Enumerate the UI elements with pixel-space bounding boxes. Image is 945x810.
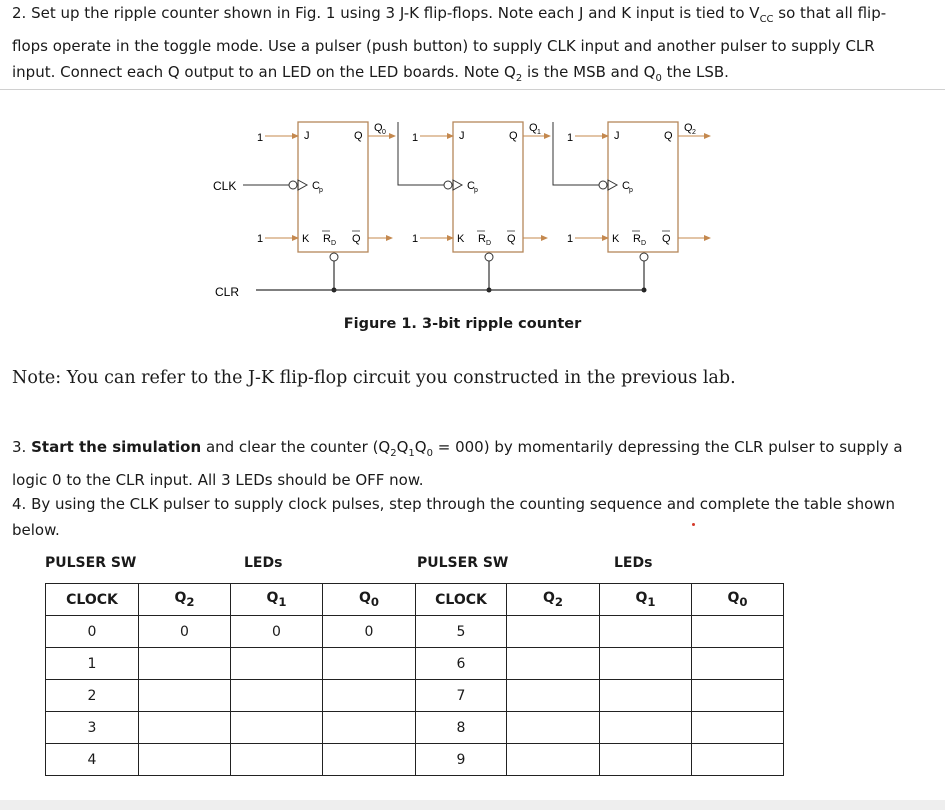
- svg-text:1: 1: [257, 233, 264, 245]
- table-cell: 5: [416, 616, 507, 648]
- table-cell[interactable]: [600, 712, 692, 744]
- q2-label: Q: [684, 122, 693, 134]
- svg-text:C: C: [467, 180, 475, 192]
- q0-label: Q: [374, 122, 383, 134]
- svg-text:K: K: [302, 233, 310, 245]
- header-clock-right: CLOCK: [416, 584, 507, 616]
- table-cell[interactable]: [507, 616, 600, 648]
- header-q2-left: $Q_2$: [139, 584, 231, 616]
- group-label-leds-right: LEDs: [614, 555, 653, 571]
- header-q1-right: $Q_1$: [600, 584, 692, 616]
- svg-text:C: C: [622, 180, 630, 192]
- flip-flop-0: [257, 122, 395, 293]
- svg-text:1: 1: [412, 132, 419, 144]
- table-cell[interactable]: [323, 680, 416, 712]
- table-cell[interactable]: [139, 648, 231, 680]
- svg-text:D: D: [641, 240, 647, 247]
- table-row: [46, 648, 784, 680]
- step-4-instructions: 4. By using the CLK pulser to supply clock pulses, step through the counting sequence and complete the table shown below.: [12, 495, 896, 539]
- table-cell[interactable]: [323, 648, 416, 680]
- svg-text:J: J: [459, 130, 465, 142]
- clr-label: CLR: [215, 285, 240, 299]
- table-cell[interactable]: [600, 648, 692, 680]
- counting-sequence-table: [45, 583, 784, 776]
- page-bottom-edge: [0, 800, 945, 810]
- svg-text:Q: Q: [354, 130, 363, 142]
- svg-text:D: D: [486, 240, 492, 247]
- q1-label: Q: [529, 122, 538, 134]
- table-cell: 3: [46, 712, 139, 744]
- figure-caption: Figure 1. 3-bit ripple counter: [343, 316, 582, 332]
- svg-text:R: R: [478, 233, 486, 245]
- table-cell[interactable]: [323, 744, 416, 776]
- table-cell[interactable]: [692, 616, 784, 648]
- svg-text:1: 1: [412, 233, 419, 245]
- table-cell[interactable]: [692, 712, 784, 744]
- group-label-leds-left: LEDs: [244, 555, 283, 571]
- flip-flop-1: [412, 122, 550, 293]
- table-row: [46, 616, 784, 648]
- svg-text:2: 2: [692, 129, 696, 136]
- table-row: [46, 680, 784, 712]
- table-cell[interactable]: [231, 712, 323, 744]
- table-cell[interactable]: [323, 712, 416, 744]
- table-cell: 8: [416, 712, 507, 744]
- table-cell[interactable]: 0: [231, 616, 323, 648]
- table-cell[interactable]: [139, 744, 231, 776]
- svg-text:Q: Q: [509, 130, 518, 142]
- table-cell[interactable]: [231, 744, 323, 776]
- table-cell: 9: [416, 744, 507, 776]
- flip-flop-2: [567, 122, 710, 293]
- table-cell: 7: [416, 680, 507, 712]
- svg-text:J: J: [614, 130, 620, 142]
- table-cell: 4: [46, 744, 139, 776]
- svg-text:C: C: [312, 180, 320, 192]
- svg-text:J: J: [304, 130, 310, 142]
- header-q0-left: $Q_0$: [323, 584, 416, 616]
- table-cell: 1: [46, 648, 139, 680]
- table-cell[interactable]: [600, 616, 692, 648]
- table-cell[interactable]: [692, 680, 784, 712]
- svg-text:p: p: [319, 187, 323, 194]
- svg-text:R: R: [633, 233, 641, 245]
- group-label-pulser-left: PULSER SW: [45, 555, 137, 571]
- table-cell: 6: [416, 648, 507, 680]
- table-cell[interactable]: [231, 680, 323, 712]
- table-cell[interactable]: [139, 712, 231, 744]
- table-cell[interactable]: [507, 680, 600, 712]
- table-cell: 0: [46, 616, 139, 648]
- header-q1-left: $Q_1$: [231, 584, 323, 616]
- table-cell[interactable]: [507, 648, 600, 680]
- svg-text:Q: Q: [507, 233, 516, 245]
- table-cell: 2: [46, 680, 139, 712]
- stray-mark: [692, 523, 695, 526]
- svg-text:1: 1: [537, 129, 541, 136]
- step-3-instructions: 3. Start the simulation and clear the counter $(Q_2Q_1Q_0 = 000)$ by momentarily depressing the CLR pulser to supply a logic 0 to the CLR input. All 3 LEDs should be OFF now.: [12, 438, 903, 489]
- table-row: [46, 712, 784, 744]
- svg-text:1: 1: [257, 132, 264, 144]
- svg-text:Q: Q: [352, 233, 361, 245]
- svg-text:Q: Q: [662, 233, 671, 245]
- svg-text:Q: Q: [664, 130, 673, 142]
- svg-text:1: 1: [567, 233, 574, 245]
- table-cell[interactable]: [231, 648, 323, 680]
- table-header-row: [46, 584, 784, 616]
- table-cell[interactable]: [692, 648, 784, 680]
- header-q2-right: $Q_2$: [507, 584, 600, 616]
- table-row: [46, 744, 784, 776]
- table-cell[interactable]: 0: [139, 616, 231, 648]
- table-cell[interactable]: [600, 744, 692, 776]
- svg-text:p: p: [474, 187, 478, 194]
- table-cell[interactable]: [139, 680, 231, 712]
- table-cell[interactable]: [692, 744, 784, 776]
- svg-text:p: p: [629, 187, 633, 194]
- svg-text:0: 0: [382, 129, 386, 136]
- header-q0-right: $Q_0$: [692, 584, 784, 616]
- table-cell[interactable]: [600, 680, 692, 712]
- ripple-counter-diagram: [0, 110, 945, 310]
- clk-label: CLK: [213, 179, 237, 193]
- svg-text:1: 1: [567, 132, 574, 144]
- svg-text:R: R: [323, 233, 331, 245]
- table-cell[interactable]: [507, 712, 600, 744]
- step-2-instructions: 2. Set up the ripple counter shown in Fig. 1 using 3 J-K flip-flops. Note each J and K input is tied to $V_{CC}$ so that all flip-flops operate in the toggle mode. Use a pulser (push button) to supply CLK input and another pulser to supply CLR input. Connect each Q output to an LED on the LED boards. Note $Q_2$ is the MSB and $Q_0$ the LSB.: [12, 4, 887, 84]
- lab-note: Note: You can refer to the J-K flip-flop circuit you constructed in the previous lab.: [12, 368, 736, 388]
- table-cell[interactable]: 0: [323, 616, 416, 648]
- header-clock-left: CLOCK: [46, 584, 139, 616]
- group-label-pulser-right: PULSER SW: [417, 555, 509, 571]
- svg-text:D: D: [331, 240, 337, 247]
- svg-text:K: K: [457, 233, 465, 245]
- svg-text:K: K: [612, 233, 620, 245]
- table-cell[interactable]: [507, 744, 600, 776]
